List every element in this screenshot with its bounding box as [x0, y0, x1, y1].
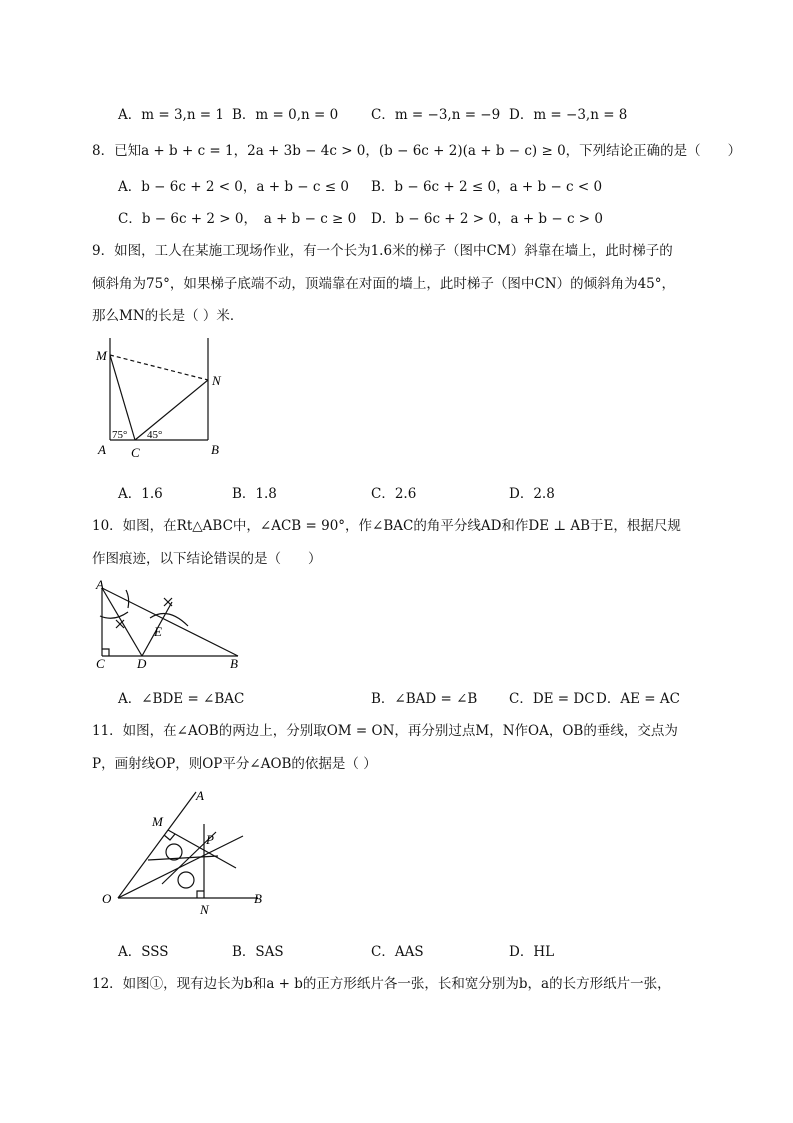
q10-label-b: B [230, 656, 238, 670]
q9-option-d: D．2.8 [509, 486, 555, 502]
q11-option-b: B．SAS [232, 944, 284, 960]
q9-label-c: C [131, 445, 140, 460]
q11-stem-line1: 11．如图，在∠AOB的两边上，分别取OM = ON，再分别过点M，N作OA，OB的垂线，交点为 [92, 723, 678, 739]
q7-option-d: D．m = −3,n = 8 [509, 107, 628, 123]
q9-stem-line1: 9．如图，工人在某施工现场作业，有一个长为1.6米的梯子（图中CM）斜靠在墙上，此时梯子的 [92, 243, 673, 259]
q9-angle-45: 45° [147, 429, 163, 441]
q11-option-d: D．HL [509, 944, 555, 960]
q11-label-m: M [152, 814, 163, 829]
q8-option-d: D．b − 6c + 2 > 0，a + b − c > 0 [371, 211, 603, 227]
q9-figure [90, 330, 230, 460]
q10-label-a: A [96, 578, 104, 592]
q11-option-c: C．AAS [371, 944, 424, 960]
q9-label-m: M [96, 348, 107, 363]
q11-ruler-hole-1 [166, 844, 182, 860]
q8-stem: 8．已知a + b + c = 1，2a + 3b − 4c > 0，(b − 6c + 2)(a + b − c) ≥ 0，下列结论正确的是（ ） [92, 143, 742, 159]
q9-stem-line3: 那么MN的长是（ ）米． [92, 308, 244, 324]
q9-label-b: B [211, 442, 219, 457]
q11-label-o: O [102, 891, 112, 906]
q10-arc-1 [100, 612, 128, 618]
q8-option-a: A．b − 6c + 2 < 0，a + b − c ≤ 0 [118, 179, 349, 195]
q7-option-b: B．m = 0,n = 0 [232, 107, 339, 123]
q9-label-n: N [212, 373, 221, 388]
q11-ray-oa [118, 792, 196, 898]
q10-option-b: B．∠BAD = ∠B [371, 691, 478, 707]
q9-option-a: A．1.6 [118, 486, 163, 502]
q11-option-a: A．SSS [118, 944, 169, 960]
q9-option-b: B．1.8 [232, 486, 277, 502]
q11-right-angle-n [197, 891, 204, 898]
q10-option-a: A．∠BDE = ∠BAC [118, 691, 245, 707]
q11-figure [98, 784, 278, 919]
q11-label-p: P [206, 832, 214, 847]
q9-label-a: A [98, 442, 106, 457]
q10-label-c: C [96, 656, 105, 670]
q11-label-n: N [200, 902, 209, 917]
q10-option-c: C．DE = DC [509, 691, 595, 707]
q10-label-d: D [137, 656, 147, 670]
q10-option-d: D．AE = AC [596, 691, 680, 707]
q9-segment-mn [110, 355, 208, 380]
q10-arc-2 [126, 590, 129, 608]
q8-option-b: B．b − 6c + 2 ≤ 0，a + b − c < 0 [371, 179, 603, 195]
q7-option-a: A．m = 3,n = 1 [118, 107, 225, 123]
q11-right-angle-m [164, 834, 175, 840]
q9-angle-75: 75° [112, 429, 128, 441]
q12-stem-line1: 12．如图①，现有边长为b和a + b的正方形纸片各一张，长和宽分别为b，a的长方形纸片一张， [92, 976, 671, 992]
q9-ladder-cn [135, 380, 208, 440]
q7-option-c: C．m = −3,n = −9 [371, 107, 501, 123]
q9-ladder-cm [110, 355, 135, 440]
q9-option-c: C．2.6 [371, 486, 417, 502]
q10-stem-line2: 作图痕迹，以下结论错误的是（ ） [92, 551, 322, 567]
q11-label-a: A [196, 788, 204, 803]
q11-label-b: B [254, 891, 262, 906]
q8-option-c: C．b − 6c + 2 > 0， a + b − c ≥ 0 [118, 211, 357, 227]
q11-ruler-hole-2 [178, 872, 194, 888]
q11-stem-line2: P，画射线OP，则OP平分∠AOB的依据是（ ） [92, 756, 377, 772]
q10-stem-line1: 10．如图，在Rt△ABC中，∠ACB = 90°，作∠BAC的角平分线AD和作DE ⊥ AB于E，根据尺规 [92, 518, 681, 534]
q9-stem-line2: 倾斜角为75°，如果梯子底端不动，顶端靠在对面的墙上，此时梯子（图中CN）的倾斜角为45°， [92, 276, 675, 292]
q10-label-e: E [154, 624, 162, 639]
q10-figure [90, 578, 250, 670]
q11-ruler-1 [148, 856, 218, 860]
q10-right-angle-mark [102, 649, 109, 656]
q11-perp-from-m [168, 830, 236, 868]
